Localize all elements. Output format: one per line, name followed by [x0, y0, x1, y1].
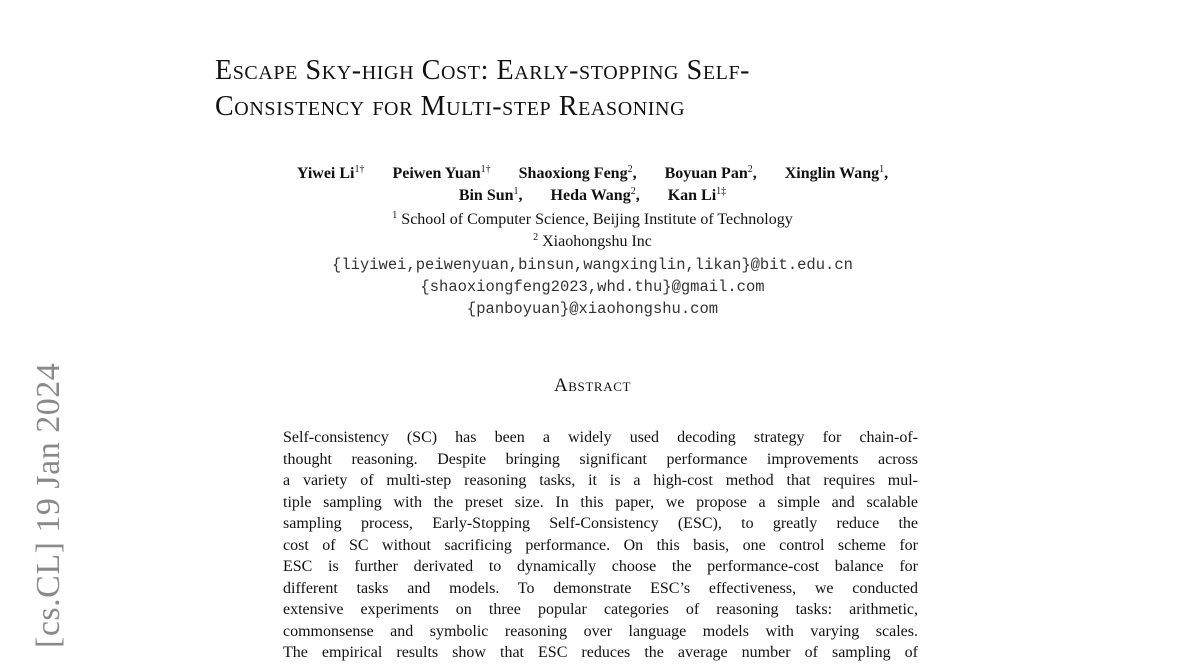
abstract-body: [283, 427, 918, 664]
affiliation: $^1$ School of Computer Science, Beijing Institute of Technology: [392, 210, 793, 228]
author: Boyuan Pan$^2$,: [664, 164, 757, 182]
title-line-2: Consistency for Multi-step Reasoning: [215, 91, 686, 122]
abstract-line: cost of SC without sacrificing performance. On this basis, one control scheme for: [283, 536, 918, 554]
email-line: {shaoxiongfeng2023,whd.thu}@gmail.com: [420, 278, 765, 296]
affiliations: [215, 209, 970, 253]
author: Shaoxiong Feng$^2$,: [518, 164, 637, 182]
email-list: [215, 254, 970, 320]
abstract-line: thought reasoning. Despite bringing significant performance improvements across: [283, 450, 918, 468]
author-row-2: [215, 185, 970, 207]
author: Kan $Li^{1\ddagger}$: [667, 186, 727, 204]
abstract-line: tiple sampling with the preset size. In this paper, we propose a simple and scalable: [283, 493, 918, 511]
author: Heda Wang$^2$,: [550, 186, 640, 204]
abstract-line: sampling process, Early-Stopping Self-Consistency (ESC), to greatly reduce the: [283, 515, 918, 532]
email-line: {panboyuan}@xiaohongshu.com: [466, 300, 719, 318]
abstract-line: ESC is further derivated to dynamically choose the performance-cost balance for: [283, 558, 918, 575]
author: Xinglin Wang$^1$,: [784, 164, 889, 182]
abstract-heading: Abstract: [553, 375, 632, 396]
abstract-line: extensive experiments on three popular categories of reasoning tasks: arithmetic,: [283, 601, 918, 618]
title-line-1: Escape Sky-high Cost: Early-stopping Self-: [215, 55, 751, 86]
email-line: {liyiwei,peiwenyuan,binsun,wangxinglin,likan}@bit.edu.cn: [332, 256, 853, 274]
paper-title: [215, 53, 1015, 125]
author-row-1: [215, 163, 970, 185]
abstract-line: Self-consistency (SC) has been a widely used decoding strategy for chain-of-: [283, 429, 918, 446]
author: Peiwen Yuan$^{1\dagger}$: [392, 164, 491, 182]
arxiv-side-stamp: [cs.CL] 19 Jan 2024: [30, 362, 67, 648]
author-list: [215, 163, 970, 207]
abstract-line: different tasks and models. To demonstrate ESC’s effectiveness, we conducted: [283, 579, 918, 597]
author: Yiwei $Li^{1\dagger}$: [296, 164, 365, 182]
abstract-line: a variety of multi-step reasoning tasks, it is a high-cost method that requires mul-: [283, 472, 918, 489]
abstract-line: commonsense and symbolic reasoning over language models with varying scales.: [283, 622, 918, 640]
author: Bin Sun$^1$,: [458, 186, 523, 204]
abstract-line: The empirical results show that ESC reduces the average number of sampling of: [283, 644, 918, 661]
affiliation: $^2$ Xiaohongshu Inc: [533, 232, 652, 250]
